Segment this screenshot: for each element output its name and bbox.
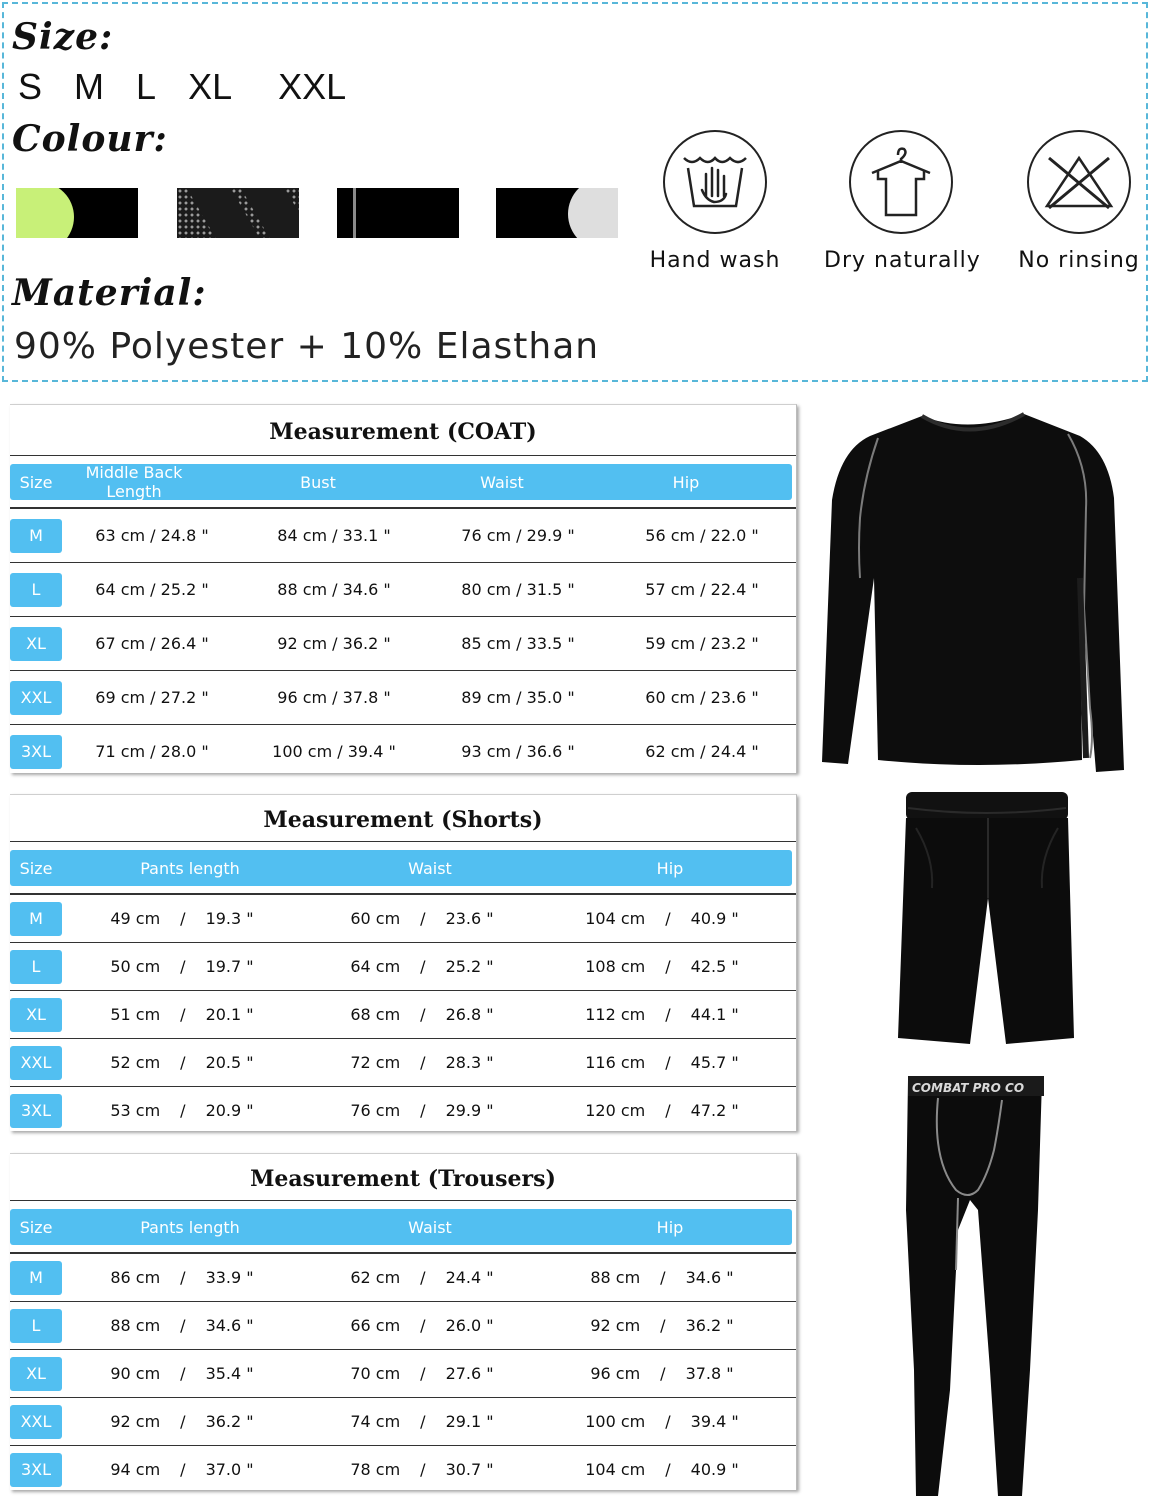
value-separator: / — [420, 1268, 426, 1287]
value-separator: / — [180, 1412, 186, 1431]
header-cell: Hip — [672, 472, 700, 492]
metric-value: 112 cm — [585, 1005, 646, 1024]
size-badge: 3XL — [10, 1094, 62, 1128]
metric-value: 52 cm — [110, 1053, 161, 1072]
table-cell — [542, 909, 782, 928]
metric-value: 50 cm — [110, 957, 161, 976]
metric-value: 64 cm — [350, 957, 401, 976]
dry-naturally-icon — [849, 130, 953, 234]
header-cell: Hip — [656, 1217, 684, 1237]
table-body — [10, 1252, 796, 1493]
imperial-value: 33.9 " — [205, 1268, 254, 1287]
size-badge: 3XL — [10, 1453, 62, 1487]
value-separator: / — [180, 1005, 186, 1024]
table-cell: 93 cm / 36.6 " — [461, 742, 575, 761]
table-cell — [302, 909, 542, 928]
table-row — [10, 1301, 796, 1349]
table-cell: 96 cm / 37.8 " — [277, 688, 391, 707]
metric-value: 60 cm — [350, 909, 401, 928]
care-label: Hand wash — [649, 248, 781, 273]
value-separator: / — [665, 909, 671, 928]
size-option: XXL — [278, 66, 347, 107]
imperial-value: 23.6 " — [445, 909, 494, 928]
table-cell: 100 cm / 39.4 " — [272, 742, 396, 761]
table-body — [10, 893, 796, 1134]
imperial-value: 20.5 " — [205, 1053, 254, 1072]
imperial-value: 35.4 " — [205, 1364, 254, 1383]
value-separator: / — [180, 1268, 186, 1287]
table-cell: 88 cm / 34.6 " — [277, 580, 391, 599]
waistband-brand-text: COMBAT PRO CO — [912, 1081, 1025, 1095]
table-cell — [302, 1101, 542, 1120]
value-separator: / — [660, 1364, 666, 1383]
table-header — [10, 464, 792, 500]
table-cell — [542, 1268, 782, 1287]
value-separator: / — [665, 1005, 671, 1024]
care-label: No rinsing — [1018, 248, 1140, 273]
header-cell: Hip — [656, 858, 684, 878]
imperial-value: 26.0 " — [445, 1316, 494, 1335]
table-row — [10, 1397, 796, 1445]
imperial-value: 30.7 " — [445, 1460, 494, 1479]
table-cell — [62, 957, 302, 976]
imperial-value: 37.8 " — [685, 1364, 734, 1383]
size-badge: M — [10, 902, 62, 936]
care-hand-wash — [648, 130, 782, 273]
table-cell: 64 cm / 25.2 " — [95, 580, 209, 599]
hand-wash-icon — [663, 130, 767, 234]
table-row — [10, 724, 796, 778]
imperial-value: 19.7 " — [205, 957, 254, 976]
table-cell: 57 cm / 22.4 " — [645, 580, 759, 599]
colour-swatch-piping — [337, 188, 459, 238]
table-cell — [62, 1101, 302, 1120]
metric-value: 116 cm — [585, 1053, 646, 1072]
metric-value: 104 cm — [585, 1460, 646, 1479]
table-cell — [542, 1460, 782, 1479]
metric-value: 96 cm — [590, 1364, 641, 1383]
table-row — [10, 942, 796, 990]
metric-value: 108 cm — [585, 957, 646, 976]
value-separator: / — [180, 957, 186, 976]
value-separator: / — [420, 1364, 426, 1383]
value-separator: / — [180, 1364, 186, 1383]
table-title: Measurement (Shorts) — [10, 795, 796, 842]
long-sleeve-shirt-image — [818, 408, 1130, 774]
value-separator: / — [180, 1053, 186, 1072]
value-separator: / — [665, 1053, 671, 1072]
imperial-value: 36.2 " — [205, 1412, 254, 1431]
size-option: S — [18, 66, 43, 107]
metric-value: 100 cm — [585, 1412, 646, 1431]
table-cell: 85 cm / 33.5 " — [461, 634, 575, 653]
header-cell: Middle Back Length — [85, 463, 183, 501]
metric-value: 88 cm — [110, 1316, 161, 1335]
size-option: M — [74, 66, 105, 107]
table-cell — [542, 1101, 782, 1120]
table-cell — [542, 1005, 782, 1024]
imperial-value: 37.0 " — [205, 1460, 254, 1479]
imperial-value: 45.7 " — [690, 1053, 739, 1072]
metric-value: 74 cm — [350, 1412, 401, 1431]
metric-value: 94 cm — [110, 1460, 161, 1479]
table-row — [10, 1086, 796, 1134]
table-cell: 76 cm / 29.9 " — [461, 526, 575, 545]
compression-trousers-image — [898, 1070, 1048, 1500]
size-badge: XXL — [10, 681, 62, 715]
imperial-value: 42.5 " — [690, 957, 739, 976]
imperial-value: 26.8 " — [445, 1005, 494, 1024]
value-separator: / — [180, 1101, 186, 1120]
value-separator: / — [180, 1316, 186, 1335]
metric-value: 88 cm — [590, 1268, 641, 1287]
header-cell: Bust — [300, 472, 336, 492]
size-badge: M — [10, 1261, 62, 1295]
table-cell — [302, 1268, 542, 1287]
size-badge: 3XL — [10, 735, 62, 769]
value-separator: / — [420, 1101, 426, 1120]
size-badge: M — [10, 519, 62, 553]
value-separator: / — [180, 909, 186, 928]
table-cell: 89 cm / 35.0 " — [461, 688, 575, 707]
table-row — [10, 562, 796, 616]
imperial-value: 44.1 " — [690, 1005, 739, 1024]
table-row — [10, 1349, 796, 1397]
table-cell — [542, 1364, 782, 1383]
metric-value: 49 cm — [110, 909, 161, 928]
header-cell: Pants length — [140, 1217, 240, 1237]
header-cell: Waist — [408, 1217, 452, 1237]
table-body — [10, 507, 796, 778]
size-badge: XXL — [10, 1405, 62, 1439]
imperial-value: 34.6 " — [205, 1316, 254, 1335]
table-row — [10, 1038, 796, 1086]
metric-value: 76 cm — [350, 1101, 401, 1120]
table-cell — [542, 957, 782, 976]
metric-value: 104 cm — [585, 909, 646, 928]
table-cell: 60 cm / 23.6 " — [645, 688, 759, 707]
metric-value: 62 cm — [350, 1268, 401, 1287]
table-cell — [62, 1268, 302, 1287]
metric-value: 90 cm — [110, 1364, 161, 1383]
material-label: Material: — [12, 272, 207, 314]
imperial-value: 34.6 " — [685, 1268, 734, 1287]
metric-value: 92 cm — [590, 1316, 641, 1335]
imperial-value: 27.6 " — [445, 1364, 494, 1383]
value-separator: / — [420, 1053, 426, 1072]
value-separator: / — [420, 1316, 426, 1335]
metric-value: 66 cm — [350, 1316, 401, 1335]
imperial-value: 40.9 " — [690, 1460, 739, 1479]
imperial-value: 20.9 " — [205, 1101, 254, 1120]
header-cell: Size — [19, 1217, 53, 1237]
value-separator: / — [665, 1412, 671, 1431]
product-info-box — [2, 2, 1148, 382]
table-header — [10, 1209, 792, 1245]
table-cell: 84 cm / 33.1 " — [277, 526, 391, 545]
value-separator: / — [420, 957, 426, 976]
imperial-value: 36.2 " — [685, 1316, 734, 1335]
table-cell: 63 cm / 24.8 " — [95, 526, 209, 545]
metric-value: 78 cm — [350, 1460, 401, 1479]
size-list — [18, 66, 368, 108]
size-badge: L — [10, 573, 62, 607]
table-cell — [62, 1460, 302, 1479]
metric-value: 120 cm — [585, 1101, 646, 1120]
table-row — [10, 509, 796, 562]
table-row — [10, 670, 796, 724]
value-separator: / — [665, 1460, 671, 1479]
care-label: Dry naturally — [824, 248, 981, 273]
size-badge: XL — [10, 627, 62, 661]
value-separator: / — [420, 1412, 426, 1431]
care-dry-naturally — [824, 130, 981, 273]
table-title: Measurement (Trousers) — [10, 1154, 796, 1201]
table-cell — [302, 1005, 542, 1024]
colour-swatch-grey — [496, 188, 618, 238]
table-cell: 92 cm / 36.2 " — [277, 634, 391, 653]
table-cell — [542, 1412, 782, 1431]
value-separator: / — [420, 1005, 426, 1024]
imperial-value: 20.1 " — [205, 1005, 254, 1024]
metric-value: 92 cm — [110, 1412, 161, 1431]
size-badge: XL — [10, 998, 62, 1032]
table-cell — [62, 1316, 302, 1335]
size-badge: XL — [10, 1357, 62, 1391]
header-cell: Size — [19, 858, 53, 878]
table-cell — [302, 1460, 542, 1479]
table-row — [10, 895, 796, 942]
table-cell — [62, 1364, 302, 1383]
size-badge: XXL — [10, 1046, 62, 1080]
table-cell — [302, 1412, 542, 1431]
metric-value: 53 cm — [110, 1101, 161, 1120]
header-cell: Waist — [408, 858, 452, 878]
imperial-value: 28.3 " — [445, 1053, 494, 1072]
table-row — [10, 1445, 796, 1493]
metric-value: 51 cm — [110, 1005, 161, 1024]
table-title: Measurement (COAT) — [10, 405, 796, 456]
material-text: 90% Polyester + 10% Elasthan — [14, 326, 600, 367]
value-separator: / — [665, 957, 671, 976]
table-cell: 69 cm / 27.2 " — [95, 688, 209, 707]
imperial-value: 25.2 " — [445, 957, 494, 976]
table-row — [10, 1254, 796, 1301]
value-separator: / — [180, 1460, 186, 1479]
table-cell: 59 cm / 23.2 " — [645, 634, 759, 653]
table-cell — [302, 957, 542, 976]
imperial-value: 19.3 " — [205, 909, 254, 928]
header-cell: Pants length — [140, 858, 240, 878]
imperial-value: 29.9 " — [445, 1101, 494, 1120]
colour-swatch-neon — [16, 188, 138, 238]
value-separator: / — [665, 1101, 671, 1120]
table-cell — [302, 1053, 542, 1072]
size-badge: L — [10, 1309, 62, 1343]
table-cell: 67 cm / 26.4 " — [95, 634, 209, 653]
header-cell: Waist — [480, 472, 524, 492]
no-rinsing-icon — [1027, 130, 1131, 234]
value-separator: / — [420, 1460, 426, 1479]
table-cell: 80 cm / 31.5 " — [461, 580, 575, 599]
imperial-value: 39.4 " — [690, 1412, 739, 1431]
table-cell — [302, 1364, 542, 1383]
table-cell — [542, 1053, 782, 1072]
size-option: L — [136, 66, 157, 107]
metric-value: 68 cm — [350, 1005, 401, 1024]
value-separator: / — [660, 1316, 666, 1335]
table-row — [10, 616, 796, 670]
table-header — [10, 850, 792, 886]
metric-value: 70 cm — [350, 1364, 401, 1383]
table-cell — [62, 1412, 302, 1431]
metric-value: 86 cm — [110, 1268, 161, 1287]
metric-value: 72 cm — [350, 1053, 401, 1072]
size-label: Size: — [12, 16, 114, 58]
table-cell: 71 cm / 28.0 " — [95, 742, 209, 761]
size-option: XL — [188, 66, 233, 107]
header-cell: Size — [19, 472, 53, 492]
table-cell — [62, 1053, 302, 1072]
colour-swatch-camo — [177, 188, 299, 238]
table-row — [10, 990, 796, 1038]
size-badge: L — [10, 950, 62, 984]
care-no-rinsing — [1014, 130, 1144, 273]
table-cell — [62, 1005, 302, 1024]
imperial-value: 24.4 " — [445, 1268, 494, 1287]
value-separator: / — [420, 909, 426, 928]
imperial-value: 47.2 " — [690, 1101, 739, 1120]
table-cell: 62 cm / 24.4 " — [645, 742, 759, 761]
table-cell — [302, 1316, 542, 1335]
colour-label: Colour: — [12, 118, 168, 160]
table-cell: 56 cm / 22.0 " — [645, 526, 759, 545]
imperial-value: 40.9 " — [690, 909, 739, 928]
imperial-value: 29.1 " — [445, 1412, 494, 1431]
table-cell — [62, 909, 302, 928]
value-separator: / — [660, 1268, 666, 1287]
table-cell — [542, 1316, 782, 1335]
shorts-image — [894, 788, 1078, 1048]
